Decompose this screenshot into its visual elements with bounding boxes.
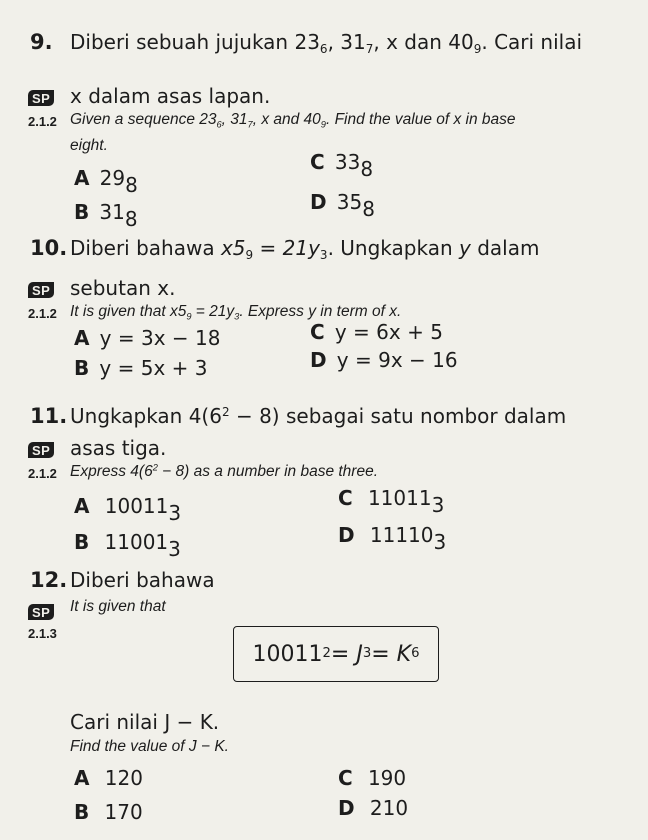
q10-option-c[interactable]: C y = 6x + 5	[310, 320, 443, 344]
q11-malay-line2: asas tiga.	[70, 436, 167, 460]
q11-option-b[interactable]: B $11001_3$	[74, 530, 181, 561]
q11-malay-text: Ungkapkan $4(6^2 - 8)$ sebagai satu nombor dalam	[70, 404, 567, 428]
q12-malay-text: Diberi bahawa	[70, 568, 215, 592]
q10-sp-badge: SP	[28, 280, 54, 299]
q11-english-text: Express $4(6^2 - 8)$ as a number in base three.	[70, 462, 379, 480]
q11-sp-badge: SP	[28, 440, 54, 459]
q9-option-d[interactable]: D $35_8$	[310, 190, 375, 221]
q9-option-c[interactable]: C $33_8$	[310, 150, 374, 181]
q10-option-a[interactable]: A y = 3x − 18	[74, 326, 221, 350]
q9-english-line2: eight.	[70, 137, 108, 154]
q9-code: 2.1.2	[28, 114, 57, 129]
q10-option-d[interactable]: D y = 9x − 16	[310, 348, 458, 372]
q12-option-b[interactable]: B 170	[74, 800, 143, 824]
q12-option-c[interactable]: C 190	[338, 766, 407, 790]
q9-number: 9.	[30, 30, 53, 54]
q10-english-text: It is given that $x5_9 = 21y_3$. Express y in term of x.	[70, 303, 402, 322]
q12-option-d[interactable]: D 210	[338, 796, 409, 820]
q11-number: 11.	[30, 404, 68, 428]
q11-option-d[interactable]: D $11110_3$	[338, 523, 447, 554]
q12-code: 2.1.3	[28, 626, 57, 641]
q9-malay-line2: x dalam asas lapan.	[70, 84, 271, 108]
q9-option-b[interactable]: B $31_8$	[74, 200, 138, 231]
q12-english-find: Find the value of J − K.	[70, 738, 229, 755]
q12-equation-box: 10011 2 = J 3 = K 6	[233, 626, 439, 682]
q12-sp-badge: SP	[28, 602, 54, 621]
q10-option-b[interactable]: B y = 5x + 3	[74, 356, 208, 380]
q12-malay-find: Cari nilai J − K.	[70, 710, 220, 734]
q9-sp-badge: SP	[28, 88, 54, 107]
q11-option-c[interactable]: C $11011_3$	[338, 486, 445, 517]
q10-code: 2.1.2	[28, 306, 57, 321]
q9-english-text: Given a sequence $23_6$, $31_7$, x and $40_9$. Find the value of x in base	[70, 111, 516, 130]
q12-option-a[interactable]: A 120	[74, 766, 143, 790]
q9-malay-text: Diberi sebuah jujukan $23_6$, $31_7$, x dan $40_9$. Cari nilai	[70, 30, 583, 57]
q10-number: 10.	[30, 236, 68, 260]
q11-code: 2.1.2	[28, 466, 57, 481]
q12-english-text: It is given that	[70, 598, 166, 615]
q10-malay-text: Diberi bahawa $x5_9 = 21y_3$. Ungkapkan y dalam	[70, 236, 540, 263]
q9-option-a[interactable]: A $29_8$	[74, 166, 138, 197]
q12-number: 12.	[30, 568, 68, 592]
q10-malay-line2: sebutan x.	[70, 276, 176, 300]
q11-option-a[interactable]: A $10011_3$	[74, 494, 182, 525]
